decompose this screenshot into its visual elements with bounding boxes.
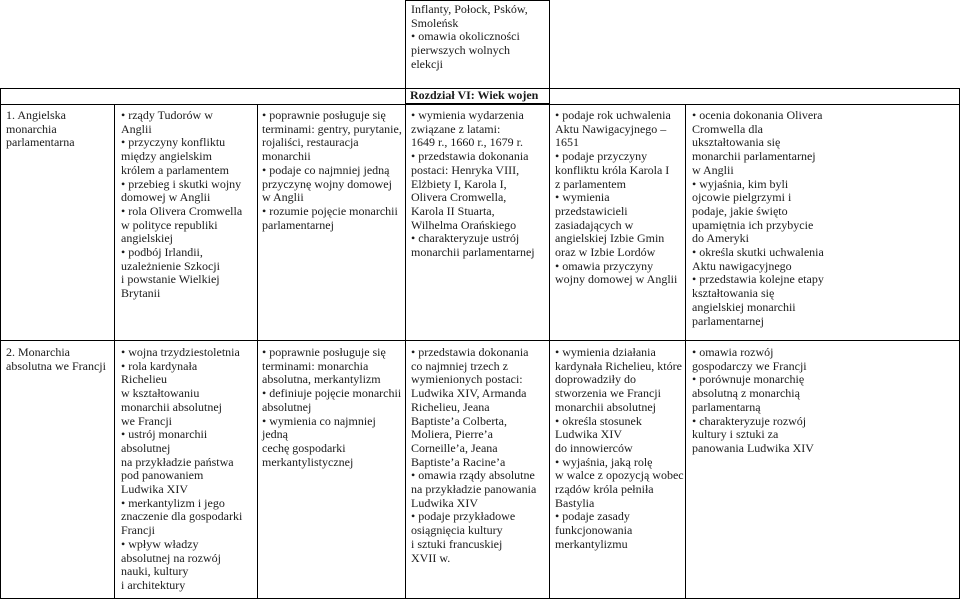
cell-line: • definiuje pojęcie monarchii [262, 386, 402, 401]
row2-col5 [555, 346, 684, 552]
row1-col2 [121, 109, 256, 301]
cell-line: • ocenia dokonania Olivera [692, 108, 823, 122]
col-border-2 [257, 104, 258, 599]
cell-line: do Ameryki [692, 231, 749, 246]
cell-line: terminami: monarchia [262, 358, 369, 373]
cell-line: terminami: gentry, purytanie, [262, 121, 402, 136]
cell-line: • podaje zasady [555, 509, 630, 524]
cell-line: • przedstawia dokonania [411, 149, 529, 164]
top-fragment-left-border [405, 0, 406, 88]
cell-line: • ustrój monarchii [121, 427, 208, 442]
cell-line: zasiadających w [555, 217, 634, 232]
cell-line: gospodarczy we Francji [692, 358, 807, 373]
cell-line: • merkantylizm i jego [121, 495, 225, 510]
cell-line: upamiętnia ich przybycie [692, 217, 814, 232]
cell-line: monarchii absolutnej [555, 399, 656, 414]
cell-line: • rola kardynała [121, 358, 198, 373]
cell-line: Ludwika XIV [411, 495, 478, 510]
cell-line: rządów króla pełniła [555, 482, 654, 497]
cell-line: • przyczyny konfliktu [121, 135, 226, 150]
cell-line: • omawia przyczyny [555, 258, 654, 273]
cell-line: monarchii parlamentarnej [692, 149, 816, 164]
cell-line: Aktu nawigacyjnego [692, 258, 792, 273]
row2-top-border [0, 340, 960, 341]
top-fragment [411, 3, 549, 72]
cell-line: we Francji [121, 413, 172, 428]
cell-line: • określa stosunek [555, 413, 642, 428]
cell-line: • podbój Irlandii, [121, 245, 203, 260]
cell-line: Karola II Stuarta, [411, 203, 495, 218]
cell-line: Francji [121, 523, 155, 538]
cell-line: absolutnej [262, 399, 312, 414]
top-fragment-line: Inflanty, Połock, Psków, [411, 2, 528, 16]
cell-line: angielskiej [121, 231, 173, 246]
cell-line: wojny domowej w Anglii [555, 272, 678, 287]
cell-line: parlamentarnej [692, 313, 764, 328]
cell-line: angielskiej Izbie Gmin [555, 231, 665, 246]
cell-line: • omawia rozwój [692, 345, 774, 359]
cell-line: przyczynę wojny domowej [262, 176, 392, 191]
top-fragment-line: elekcji [411, 56, 443, 71]
cell-line: parlamentarnej [262, 217, 334, 232]
row2-col6 [692, 346, 958, 456]
row1-col3 [262, 109, 404, 232]
cell-line: na przykładzie panowania [411, 482, 537, 497]
cell-line: monarchii [262, 149, 311, 164]
cell-line: związane z latami: [411, 121, 501, 136]
cell-line: 1649 r., 1660 r., 1679 r. [411, 135, 524, 150]
cell-line: Cromwella dla [692, 121, 763, 136]
cell-line: w Anglii [262, 190, 304, 205]
row2-col2 [121, 346, 256, 593]
cell-line: kultury i sztuki za [692, 427, 779, 442]
cell-line: Baptiste’a Colberta, [411, 413, 507, 428]
cell-line: • przedstawia kolejne etapy [692, 272, 824, 287]
cell-line: panowania Ludwika XIV [692, 440, 814, 455]
top-fragment-line: • omawia okoliczności [411, 29, 520, 44]
cell-line: ukształtowania się [692, 135, 781, 150]
cell-line: Ludwika XIV, Armanda [411, 386, 527, 401]
cell-line: Moliera, Pierre’a [411, 427, 493, 442]
cell-line: • przebieg i skutki wojny [121, 176, 242, 191]
cell-line: w polityce republiki [121, 217, 218, 232]
cell-line: Corneille’a, Jeana [411, 440, 498, 455]
cell-line: • poprawnie posługuje się [262, 108, 386, 122]
top-fragment-line: Smoleńsk [411, 15, 459, 30]
cell-line: doprowadziły do [555, 372, 636, 387]
cell-line: • charakteryzuje ustrój [411, 231, 520, 246]
section-header: Rozdział VI: Wiek wojen [410, 88, 539, 102]
col-border-4 [549, 88, 550, 599]
row1-top-border [0, 104, 960, 105]
cell-line: monarchii absolutnej [121, 399, 222, 414]
top-fragment-line: pierwszych wolnych [411, 43, 510, 58]
cell-line: cechę gospodarki [262, 440, 346, 455]
cell-line: funkcjonowania [555, 523, 633, 538]
cell-line: ojcowie pielgrzymi i [692, 190, 792, 205]
cell-line: znaczenie dla gospodarki [121, 509, 243, 524]
cell-line: postaci: Henryka VIII, [411, 162, 520, 177]
cell-line: • wymienia co najmniej jedną [262, 413, 376, 442]
cell-line: • wpływ władzy [121, 536, 199, 551]
cell-line: • wyjaśnia, kim byli [692, 176, 789, 191]
cell-line: rojaliści, restauracja [262, 135, 359, 150]
row2-topic [6, 346, 114, 373]
cell-line: • podaje co najmniej jedną [262, 162, 390, 177]
topic-line: parlamentarna [6, 135, 75, 150]
cell-line: z parlamentem [555, 176, 626, 191]
cell-line: osiągnięcia kultury [411, 523, 503, 538]
cell-line: oraz w Izbie Lordów [555, 245, 656, 260]
cell-line: Wilhelma Orańskiego [411, 217, 517, 232]
cell-line: absolutna, merkantylizm [262, 372, 381, 387]
cell-line: Brytanii [121, 286, 161, 301]
cell-line: co najmniej trzech z [411, 358, 508, 373]
row1-topic [6, 109, 112, 150]
cell-line: wymienionych postaci: [411, 372, 523, 387]
cell-line: • wymienia wydarzenia [411, 108, 524, 122]
cell-line: • określa skutki uchwalenia [692, 245, 824, 260]
cell-line: • wymienia przedstawicieli [555, 190, 628, 218]
topic-line: monarchia [6, 121, 57, 136]
row1-col6 [692, 109, 958, 328]
cell-line: absolutnej [121, 440, 171, 455]
cell-line: i powstanie Wielkiej [121, 272, 220, 287]
cell-line: na przykładzie państwa [121, 454, 234, 469]
topic-line: 1. Angielska [6, 108, 66, 122]
cell-line: podaje, jakie święto [692, 203, 788, 218]
cell-line: w kształtowaniu [121, 386, 200, 401]
col-border-3 [405, 88, 406, 599]
cell-line: Anglii [121, 121, 152, 136]
cell-line: monarchii parlamentarnej [411, 245, 535, 260]
cell-line: merkantylizmu [555, 536, 628, 551]
cell-line: • podaje przyczyny [555, 149, 648, 164]
cell-line: 1651 [555, 135, 579, 150]
cell-line: i sztuki francuskiej [411, 536, 503, 551]
cell-line: w walce z opozycją wobec [555, 468, 684, 483]
cell-line: stworzenia we Francji [555, 386, 661, 401]
cell-line: • podaje rok uchwalenia [555, 108, 671, 122]
cell-line: i architektury [121, 577, 186, 592]
cell-line: między angielskim [121, 149, 212, 164]
col-border-5 [685, 104, 686, 599]
cell-line: • omawia rządy absolutne [411, 468, 535, 483]
cell-line: XVII w. [411, 550, 451, 565]
row2-col3 [262, 346, 404, 469]
cell-line: • charakteryzuje rozwój [692, 413, 807, 428]
row2-col4 [411, 346, 548, 565]
topic-line: absolutna we Francji [6, 358, 106, 373]
cell-line: królem a parlamentem [121, 162, 229, 177]
cell-line: absolutną z monarchią [692, 386, 800, 401]
cell-line: merkantylistycznej [262, 454, 354, 469]
cell-line: do innowierców [555, 440, 633, 455]
top-fragment-top-border [405, 0, 550, 1]
cell-line: absolutnej na rozwój [121, 550, 221, 565]
row1-col5 [555, 109, 684, 287]
cell-line: uzależnienie Szkocji [121, 258, 220, 273]
cell-line: • rozumie pojęcie monarchii [262, 203, 398, 218]
cell-line: Elżbiety I, Karola I, [411, 176, 507, 191]
cell-line: w Anglii [692, 162, 734, 177]
cell-line: • rządy Tudorów w [121, 108, 213, 122]
cell-line: pod panowaniem [121, 468, 204, 483]
cell-line: nauki, kultury [121, 564, 189, 579]
cell-line: Baptiste’a Racine’a [411, 454, 506, 469]
row1-col4 [411, 109, 548, 260]
cell-line: Ludwika XIV [555, 427, 622, 442]
cell-line: • wyjaśnia, jaką rolę [555, 454, 653, 469]
cell-line: Bastylia [555, 495, 595, 510]
cell-line: • wymienia działania [555, 345, 656, 359]
cell-line: angielskiej monarchii [692, 299, 796, 314]
cell-line: parlamentarną [692, 399, 761, 414]
cell-line: domowej w Anglii [121, 190, 211, 205]
cell-line: Richelieu, Jeana [411, 399, 490, 414]
cell-line: Olivera Cromwella, [411, 190, 507, 205]
col-border-1 [114, 104, 115, 599]
cell-line: • porównuje monarchię [692, 372, 805, 387]
cell-line: kardynała Richelieu, które [555, 358, 682, 373]
cell-line: • podaje przykładowe [411, 509, 516, 524]
cell-line: konfliktu króla Karola I [555, 162, 670, 177]
cell-line: kształtowania się [692, 286, 775, 301]
col-border-0 [0, 88, 1, 599]
cell-line: • wojna trzydziestoletnia [121, 345, 240, 359]
top-fragment-right-border [549, 0, 550, 88]
topic-line: 2. Monarchia [6, 345, 70, 359]
cell-line: • przedstawia dokonania [411, 345, 529, 359]
cell-line: • rola Olivera Cromwella [121, 203, 243, 218]
cell-line: Aktu Nawigacyjnego – [555, 121, 667, 136]
cell-line: • poprawnie posługuje się [262, 345, 386, 359]
cell-line: Ludwika XIV [121, 482, 188, 497]
cell-line: Richelieu [121, 372, 167, 387]
